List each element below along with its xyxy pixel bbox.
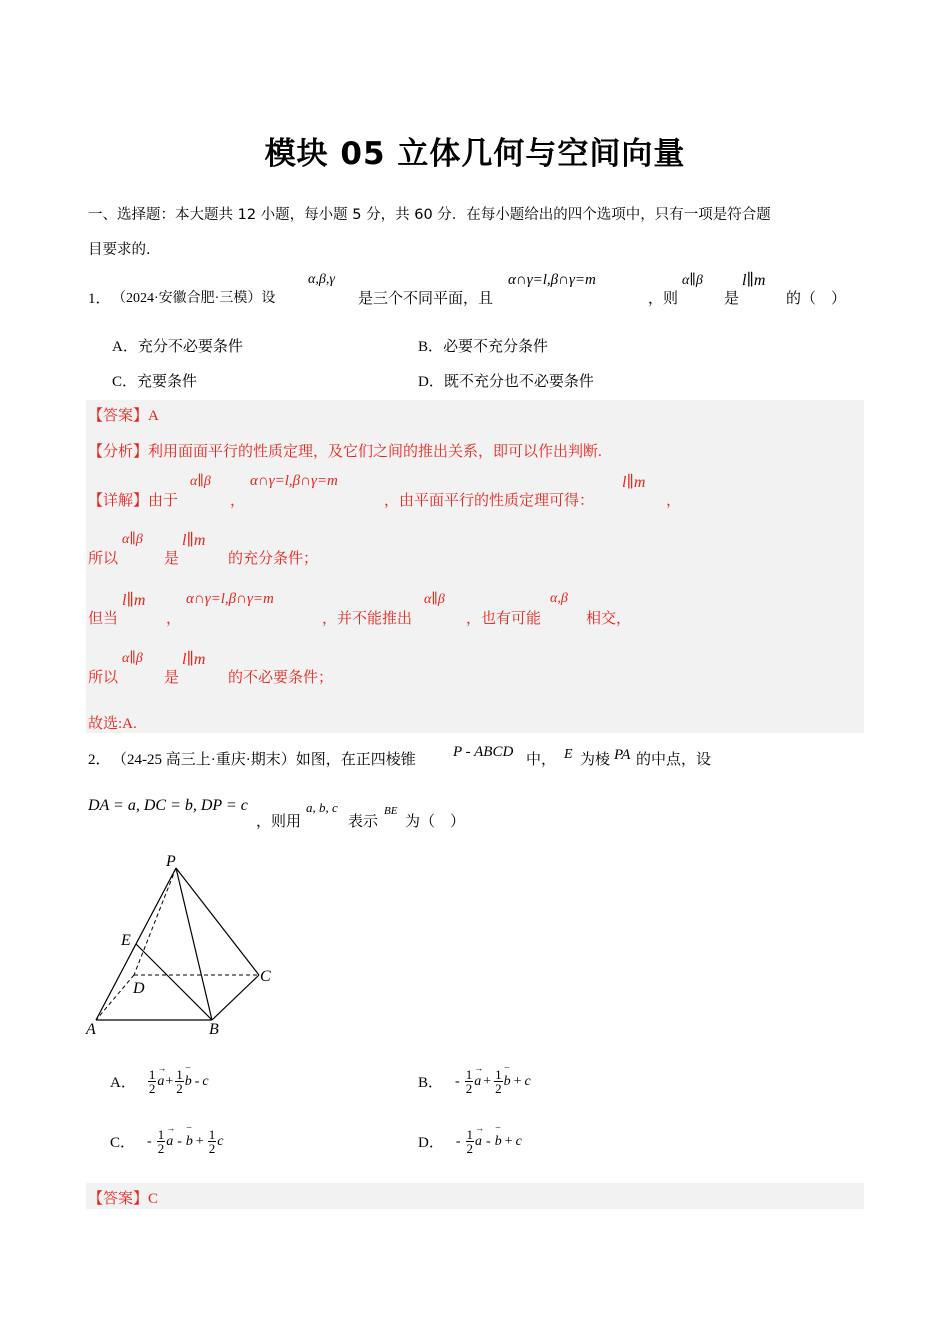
q1-option-b[interactable]: B．必要不充分条件 bbox=[418, 339, 549, 355]
q1-detail-l3-m1: l∥m bbox=[122, 592, 146, 609]
label-a: A bbox=[86, 1021, 96, 1038]
q2-option-b-label: B． bbox=[418, 1075, 444, 1091]
q1-math-parallel: α∥β bbox=[682, 273, 703, 288]
q2-option-d[interactable] bbox=[418, 1128, 522, 1155]
q2-math-pa: PA bbox=[614, 747, 631, 763]
q1-option-d[interactable]: D．既不充分也不必要条件 bbox=[418, 374, 594, 390]
q2-text-end: 为（ ） bbox=[405, 814, 466, 830]
q1-detail-l1d: ， bbox=[666, 493, 682, 509]
plus-sign: + bbox=[513, 1073, 522, 1089]
q1-detail-l3-m3: α∥β bbox=[424, 592, 445, 607]
q2-math-pyramid: P - ABCD bbox=[453, 744, 514, 760]
q1-detail-l2-m1: α∥β bbox=[122, 532, 143, 547]
q1-detail-l2-m2: l∥m bbox=[182, 532, 206, 549]
vector-b: ‒ b bbox=[186, 1134, 193, 1150]
q1-detail-l3c: ，并不能推出 bbox=[322, 611, 413, 627]
q1-text-then: ，则 bbox=[648, 291, 679, 307]
q2-solution-box bbox=[86, 1183, 864, 1209]
minus-sign: - bbox=[455, 1073, 460, 1089]
q2-text-use: ，则用 bbox=[256, 814, 302, 830]
vector-c: c bbox=[202, 1073, 209, 1089]
q2-option-c-label: C． bbox=[110, 1135, 136, 1151]
q2-number: 2． bbox=[88, 752, 111, 768]
q1-detail-l3-m2: α∩γ=l,β∩γ=m bbox=[186, 591, 274, 607]
fraction: $\frac{1}{2}$ bbox=[208, 1127, 216, 1156]
q1-detail-l4-m1: α∥β bbox=[122, 651, 143, 666]
q1-detail-l2b: 是 bbox=[164, 551, 180, 567]
q1-number: 1． bbox=[88, 291, 111, 307]
label-d: D bbox=[133, 980, 145, 997]
label-e: E bbox=[121, 932, 131, 949]
q1-option-a[interactable]: A．充分不必要条件 bbox=[112, 339, 243, 355]
fraction: $\frac{1}{2}$ bbox=[465, 1067, 473, 1096]
minus-sign: - bbox=[455, 1133, 461, 1149]
q1-math-lm: l∥m bbox=[742, 272, 766, 289]
minus-sign: - bbox=[147, 1133, 152, 1149]
vector-c: c bbox=[515, 1133, 522, 1149]
q1-detail-l2a: 所以 bbox=[88, 551, 119, 567]
q2-option-c[interactable] bbox=[110, 1128, 223, 1155]
vector-a: → a bbox=[475, 1134, 482, 1150]
minus-sign: - bbox=[194, 1073, 200, 1089]
q1-detail-l1-m3: l∥m bbox=[622, 474, 646, 491]
page-title: 模块 05 立体几何与空间向量 bbox=[264, 136, 686, 172]
q1-detail-l1-m2: α∩γ=l,β∩γ=m bbox=[250, 473, 338, 489]
fraction: $\frac{1}{2}$ bbox=[157, 1127, 165, 1156]
vector-a: → a bbox=[157, 1074, 164, 1090]
fraction: $\frac{1}{2}$ bbox=[466, 1127, 474, 1156]
q1-detail-l3-m4: α,β bbox=[550, 591, 568, 606]
q2-option-a[interactable] bbox=[110, 1068, 209, 1095]
q1-analysis: 【分析】利用面面平行的性质定理，及它们之间的推出关系，即可以作出判断. bbox=[88, 444, 602, 460]
fraction: $\frac{1}{2}$ bbox=[148, 1067, 156, 1096]
section-header-line1: 一、选择题：本大题共 12 小题，每小题 5 分，共 60 分．在每小题给出的四个选项中，只有一项是符合题 bbox=[88, 207, 771, 223]
q2-text-mid: 的中点，设 bbox=[636, 752, 712, 768]
label-c: C bbox=[260, 968, 271, 985]
vector-c: c bbox=[217, 1133, 224, 1149]
q2-text-edge: 为棱 bbox=[580, 752, 611, 768]
label-b: B bbox=[209, 1021, 219, 1038]
q1-text-is: 是 bbox=[724, 291, 740, 307]
q1-detail-l4a: 所以 bbox=[88, 670, 119, 686]
plus-sign: + bbox=[195, 1133, 204, 1149]
q1-detail-l3b: ， bbox=[166, 611, 182, 627]
label-p: P bbox=[166, 853, 176, 870]
q1-math-planes: α,β,γ bbox=[308, 272, 335, 287]
q1-detail-l1b: ， bbox=[230, 493, 246, 509]
edge-pd bbox=[134, 868, 176, 975]
minus-sign: - bbox=[486, 1133, 491, 1149]
q2-math-abc: a, b, c bbox=[306, 800, 338, 815]
edge-bc bbox=[212, 975, 259, 1020]
q1-detail-l4-m2: l∥m bbox=[182, 651, 206, 668]
vector-b: ‒ b bbox=[504, 1074, 511, 1090]
edge-da bbox=[96, 975, 134, 1020]
fraction: $\frac{1}{2}$ bbox=[495, 1067, 502, 1096]
pyramid-figure bbox=[84, 850, 284, 1040]
q1-detail-l1-m1: α∥β bbox=[190, 474, 211, 489]
vector-a: → a bbox=[474, 1074, 481, 1090]
q2-answer: 【答案】C bbox=[88, 1191, 159, 1207]
q2-text-in: 中， bbox=[526, 752, 557, 768]
q1-detail-l3a: 但当 bbox=[88, 611, 119, 627]
q2-option-d-label: D． bbox=[418, 1135, 444, 1151]
plus-sign: + bbox=[165, 1073, 174, 1089]
plus-sign: + bbox=[504, 1133, 513, 1149]
q1-answer: 【答案】A bbox=[88, 408, 159, 424]
minus-sign: - bbox=[177, 1133, 182, 1149]
q1-text-end: 的（ ） bbox=[786, 291, 847, 307]
q1-detail-l3d: ，也有可能 bbox=[466, 611, 542, 627]
q1-detail-l5: 故选:A. bbox=[88, 716, 137, 732]
vector-c: c bbox=[524, 1073, 531, 1089]
plus-sign: + bbox=[483, 1073, 492, 1089]
q1-detail-l1c: ，由平面平行的性质定理可得： bbox=[384, 493, 595, 509]
vector-b: ‒ b bbox=[495, 1134, 502, 1150]
segment-eb bbox=[136, 944, 212, 1020]
q1-source: （2024·安徽合肥·三模）设 bbox=[112, 291, 276, 306]
q1-detail-l1a: 【详解】由于 bbox=[88, 493, 179, 509]
q2-option-b[interactable] bbox=[418, 1068, 531, 1095]
vector-a: → a bbox=[166, 1134, 173, 1150]
q2-text: （24-25 高三上·重庆·期末）如图，在正四棱锥 bbox=[112, 752, 416, 768]
q1-detail-l3e: 相交， bbox=[586, 611, 632, 627]
q2-text-express: 表示 bbox=[348, 814, 379, 830]
q1-math-intersection: α∩γ=l,β∩γ=m bbox=[508, 272, 596, 288]
fraction: $\frac{1}{2}$ bbox=[176, 1067, 183, 1096]
section-header-line2: 目要求的. bbox=[88, 242, 151, 258]
q1-text: 是三个不同平面，且 bbox=[358, 291, 494, 307]
q1-option-c[interactable]: C．充要条件 bbox=[112, 374, 198, 390]
q1-detail-l2c: 的充分条件； bbox=[228, 551, 319, 567]
vector-b: ‒ b bbox=[185, 1074, 192, 1090]
q1-detail-l4c: 的不必要条件； bbox=[228, 670, 334, 686]
q1-detail-l4b: 是 bbox=[164, 670, 180, 686]
q2-math-definitions: DA = a, DC = b, DP = c bbox=[88, 797, 248, 814]
q2-math-e: E bbox=[564, 747, 573, 762]
q2-math-be: BE bbox=[384, 805, 398, 817]
q2-option-a-label: A． bbox=[110, 1075, 136, 1091]
